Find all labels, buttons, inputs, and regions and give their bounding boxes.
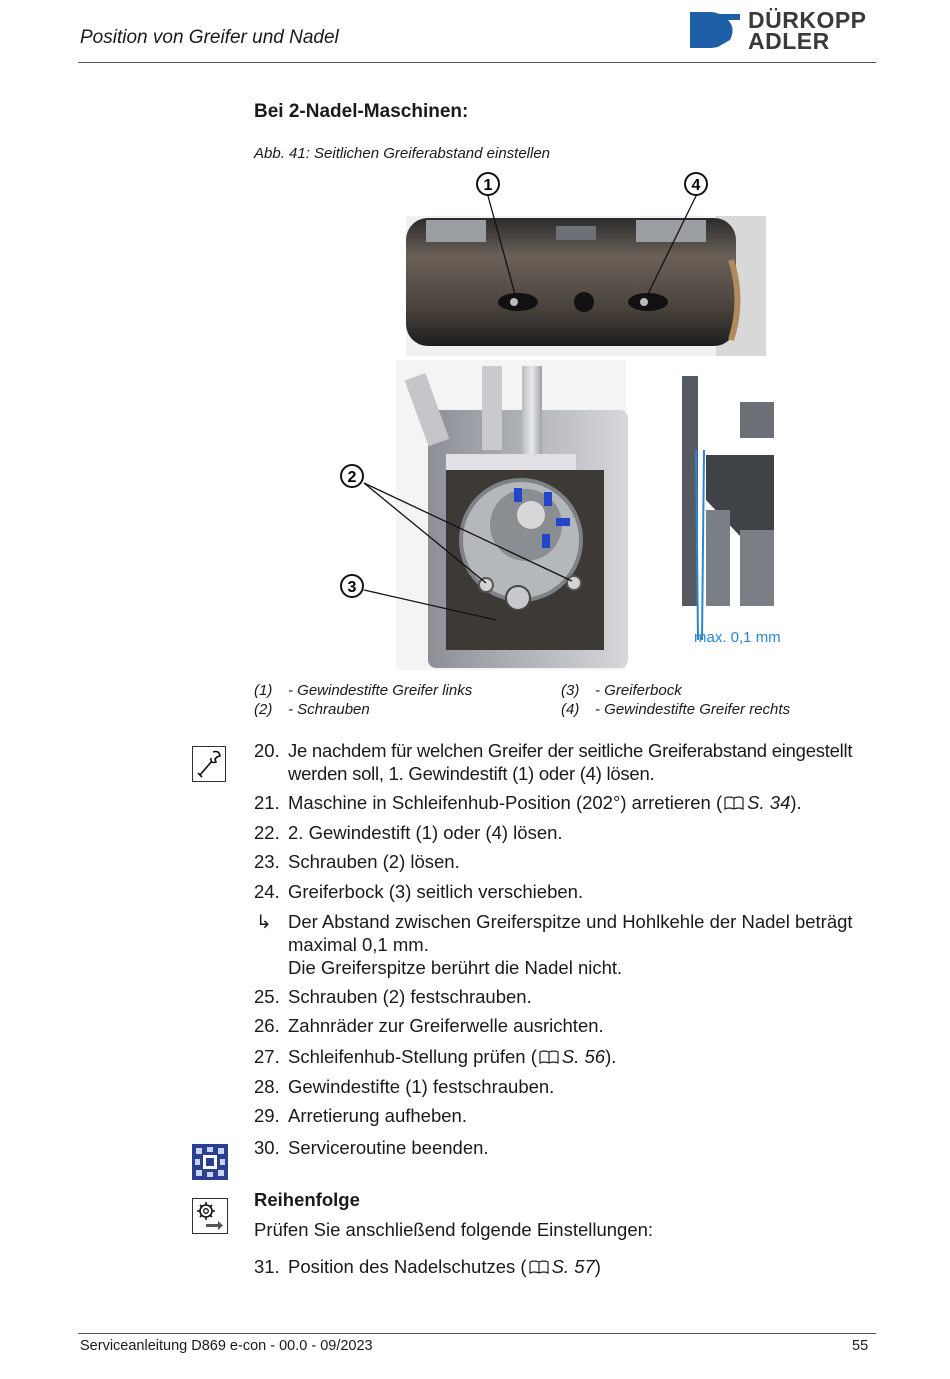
figure-illustration [336,170,786,670]
step-text: Zahnräder zur Greiferwelle ausrichten. [288,1015,604,1036]
step-text [288,1045,873,1068]
step-31 [254,1255,874,1279]
footer-document-info: Serviceanleitung D869 e-con - 00.0 - 09/2023 [80,1338,373,1354]
step-text [288,791,873,814]
logo-word-line1: DÜRKOPP [748,7,867,33]
step-number: 20. [254,740,280,761]
svg-text:1: 1 [483,177,493,194]
step-number: 21. [254,792,280,813]
legend-text: - Gewindestifte Greifer rechts [595,701,791,718]
page-header-title: Position von Greifer und Nadel [80,27,339,48]
step-result [254,910,874,980]
step-27 [254,1045,874,1069]
book-icon [539,1050,559,1064]
step-20 [254,739,874,787]
legend-num: (3) [561,682,580,699]
step-text-post: ). [790,792,802,813]
figure-looper-distance [336,170,786,670]
step-text [288,1255,873,1278]
step-text: Gewindestifte (1) festschrauben. [288,1076,555,1097]
step-text [288,739,873,785]
legend-num: (1) [254,682,273,699]
step-text-line1: Je nachdem für welchen Greifer der seitliche Greiferabstand eingestellt [288,740,853,761]
figure-annotation: max. 0,1 mm [694,629,781,646]
legend-item-2 [254,701,370,718]
step-number: 26. [254,1015,280,1036]
legend-text: - Schrauben [288,701,370,718]
sequence-text: Prüfen Sie anschließend folgende Einstellungen: [254,1219,654,1240]
page-reference-link[interactable]: S. 34 [747,792,791,813]
step-26 [254,1014,874,1038]
step-text-pre: Maschine in Schleifenhub-Position (202°) arretieren ( [288,792,723,813]
step-number: 29. [254,1105,280,1126]
step-22 [254,821,874,845]
legend-num: (2) [254,701,273,718]
step-28 [254,1075,874,1099]
gear-arrow-icon [192,1198,228,1234]
result-line2: maximal 0,1 mm. [288,934,429,955]
step-text-pre: Schleifenhub-Stellung prüfen ( [288,1046,537,1067]
step-number: 27. [254,1046,280,1067]
book-icon [529,1260,549,1274]
step-text-pre: Position des Nadelschutzes ( [288,1256,527,1277]
step-text-post: ) [594,1256,601,1277]
step-text: 2. Gewindestift (1) oder (4) lösen. [288,822,563,843]
step-number: 28. [254,1076,280,1097]
svg-text:2: 2 [347,469,357,486]
step-number: 23. [254,851,280,872]
result-line3: Die Greiferspitze berührt die Nadel nicht. [288,957,623,978]
section-title: Bei 2-Nadel-Maschinen: [254,101,469,122]
legend-text: - Gewindestifte Greifer links [288,682,473,699]
legend-item-3 [561,682,682,699]
step-number: 31. [254,1256,280,1277]
step-text: Serviceroutine beenden. [288,1137,489,1158]
wrench-icon [192,746,226,782]
step-24 [254,880,874,904]
step-text: Schrauben (2) lösen. [288,851,460,872]
svg-text:3: 3 [347,579,357,596]
legend-num: (4) [561,701,580,718]
figure-caption: Abb. 41: Seitlichen Greiferabstand einstellen [254,145,551,162]
step-text-post: ). [605,1046,617,1067]
svg-text:4: 4 [691,177,701,194]
sequence-title: Reihenfolge [254,1189,360,1210]
header-rule [78,62,876,63]
callout-1 [477,173,499,195]
page-reference-link[interactable]: S. 56 [561,1046,606,1067]
footer-rule [78,1333,876,1334]
step-text-line2: werden soll, 1. Gewindestift (1) oder (4) lösen. [288,763,655,784]
legend-item-4 [561,701,790,718]
page-reference-link[interactable]: S. 57 [551,1256,595,1277]
brand-logo [686,8,876,54]
step-25 [254,985,874,1009]
callout-4 [685,173,707,195]
legend-item-1 [254,682,472,699]
step-text: Greiferbock (3) seitlich verschieben. [288,881,584,902]
step-23 [254,850,874,874]
logo-mark-icon [686,8,746,54]
book-icon [724,796,744,810]
service-routine-icon [192,1144,228,1180]
step-number: 24. [254,881,280,902]
step-21 [254,791,874,815]
legend-text: - Greiferbock [595,682,682,699]
callout-2 [341,465,363,487]
result-line1: Der Abstand zwischen Greiferspitze und Hohlkehle der Nadel beträgt [288,911,853,932]
step-30 [254,1136,874,1160]
step-number: 22. [254,822,280,843]
logo-word-line2: ADLER [748,28,830,54]
step-number: 25. [254,986,280,1007]
result-arrow-icon: ↳ [256,911,272,932]
result-text [288,910,873,979]
step-text: Schrauben (2) festschrauben. [288,986,532,1007]
step-29 [254,1104,874,1128]
step-number: 30. [254,1137,280,1158]
footer-page-number: 55 [852,1338,869,1354]
step-text: Arretierung aufheben. [288,1105,467,1126]
callout-3 [341,575,363,597]
